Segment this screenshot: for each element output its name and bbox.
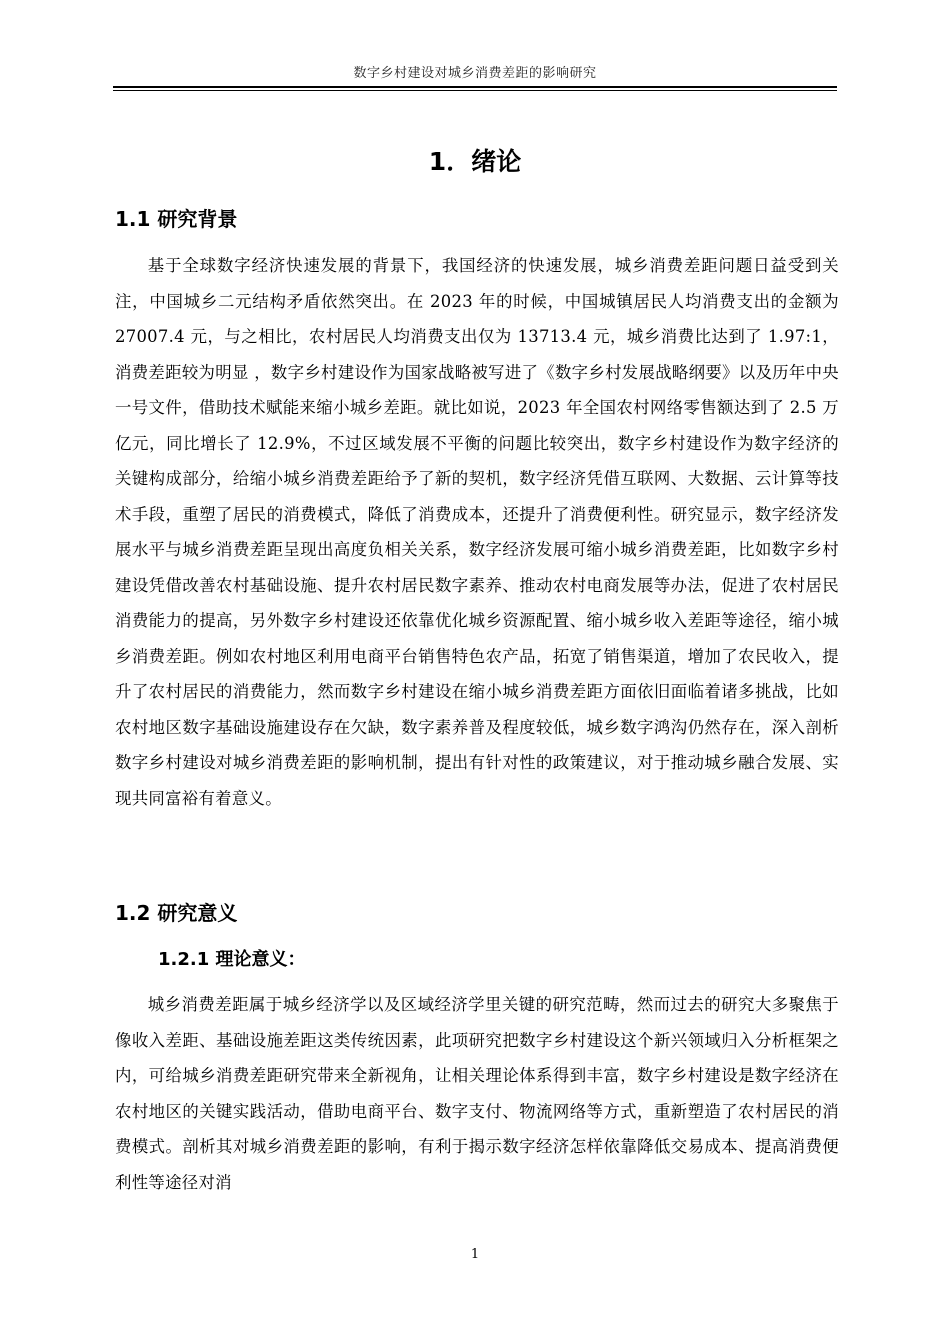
page-number: 1 <box>470 1247 480 1262</box>
chapter-title: 1．绪论 <box>428 147 522 176</box>
section-heading-background: 1.1 研究背景 <box>115 207 238 231</box>
section-heading-significance: 1.2 研究意义 <box>115 901 238 925</box>
running-header: 数字乡村建设对城乡消费差距的影响研究 <box>353 66 597 81</box>
paragraph-background: 基于全球数字经济快速发展的背景下，我国经济的快速发展，城乡消费差距问题日益受到关注，中国城乡二元结构矛盾依然突出。在 2023 年的时候，中国城镇居民人均消费支出的金额为 27007.4 元，与之相比，农村居民人均消费支出仅为 13713.4 元，城乡消费比达到了 1.97:1，消费差距较为明显 ，数字乡村建设作为国家战略被写进了《数字乡村发展战略纲要》以及历年中央一号文件，借助技术赋能来缩小城乡差距。就比如说，2023 年全国农村网络零售额达到了 2.5 万亿元，同比增长了 12.9%，不过区域发展不平衡的问题比较突出，数字乡村建设作为数字经济的关键构成部分，给缩小城乡消费差距给予了新的契机，数字经济凭借互联网、大数据、云计算等技术手段，重塑了居民的消费模式，降低了消费成本，还提升了消费便利性。研究显示，数字经济发展水平与城乡消费差距呈现出高度负相关关系，数字经济发展可缩小城乡消费差距，比如数字乡村建设凭借改善农村基础设施、提升农村居民数字素养、推动农村电商发展等办法，促进了农村居民消费能力的提高，另外数字乡村建设还依靠优化城乡资源配置、缩小城乡收入差距等途径，缩小城乡消费差距。例如农村地区利用电商平台销售特色农产品，拓宽了销售渠道，增加了农民收入，提升了农村居民的消费能力，然而数字乡村建设在缩小城乡消费差距方面依旧面临着诸多挑战，比如农村地区数字基础设施建设存在欠缺，数字素养普及程度较低，城乡数字鸿沟仍然存在，深入剖析数字乡村建设对城乡消费差距的影响机制，提出有针对性的政策建议，对于推动城乡融合发展、实现共同富裕有着意义。 <box>115 256 839 808</box>
header-rule <box>113 86 837 91</box>
subsection-heading-theory: 1.2.1 理论意义： <box>158 949 306 970</box>
paragraph-theory: 城乡消费差距属于城乡经济学以及区域经济学里关键的研究范畴，然而过去的研究大多聚焦于像收入差距、基础设施差距这类传统因素，此项研究把数字乡村建设这个新兴领域归入分析框架之内，可给城乡消费差距研究带来全新视角，让相关理论体系得到丰富，数字乡村建设是数字经济在农村地区的关键实践活动，借助电商平台、数字支付、物流网络等方式，重新塑造了农村居民的消费模式。剖析其对城乡消费差距的影响，有利于揭示数字经济怎样依靠降低交易成本、提高消费便利性等途径对消 <box>115 995 839 1192</box>
